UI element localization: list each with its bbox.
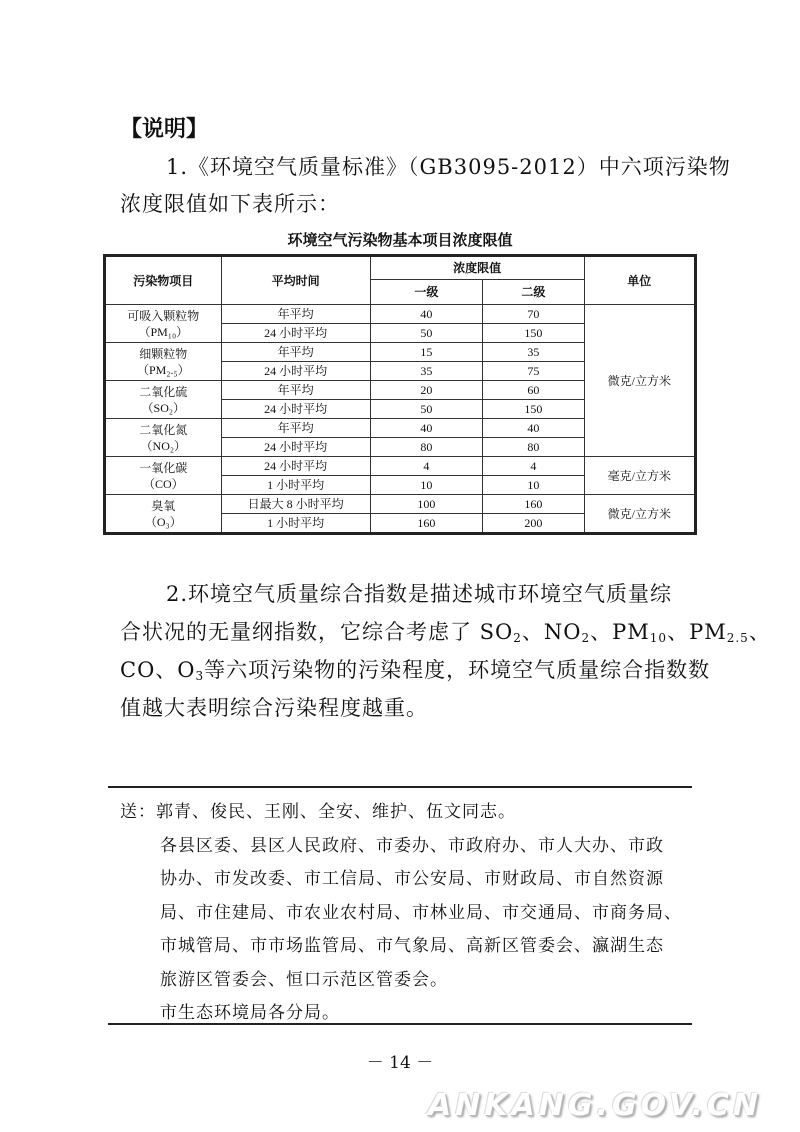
- grade-2-cell: 160: [483, 495, 584, 514]
- grade-1-cell: 15: [370, 343, 482, 362]
- paragraph-2-line-3: [120, 651, 711, 689]
- grade-2-cell: 150: [483, 400, 584, 419]
- avg-time-cell: 24 小时平均: [221, 438, 370, 457]
- distribution-line-7: 市生态环境局各分局。: [160, 1003, 340, 1023]
- distribution-list: [120, 796, 700, 1031]
- paragraph-2-line-2: [120, 613, 771, 651]
- text-run: 、: [748, 620, 771, 644]
- subscript: 3: [195, 669, 205, 683]
- distribution-top-rule: [108, 786, 692, 788]
- section-heading: 【说明】: [120, 117, 209, 142]
- subscript: 10: [649, 631, 668, 645]
- distribution-line-4: 局、市住建局、市农业农村局、市林业局、市交通局、市商务局、: [160, 902, 682, 923]
- pollutant-name: 一氧化碳: [139, 460, 188, 475]
- paragraph-2-line-4: 值越大表明综合污染程度越重。: [120, 696, 428, 720]
- avg-time-cell: 24 小时平均: [221, 457, 370, 476]
- grade-1-cell: 4: [370, 457, 482, 476]
- site-watermark: ANKANG.GOV.CN: [427, 1088, 762, 1123]
- page-number: － 14 －: [366, 1053, 434, 1073]
- pollutant-name: 二氧化硫: [139, 384, 188, 399]
- unit-cell: 微克/立方米: [584, 305, 695, 457]
- pollutant-formula: （PM₁₀）: [138, 324, 189, 339]
- pollutant-cell: [105, 419, 222, 457]
- pollutant-formula: （SO₂）: [141, 400, 186, 415]
- text-run: 、PM: [590, 620, 650, 644]
- avg-time-cell: 24 小时平均: [221, 400, 370, 419]
- table-row: [105, 305, 696, 324]
- pollutant-cell: [105, 457, 222, 495]
- avg-time-cell: 年平均: [221, 343, 370, 362]
- pollutant-formula: （O₃）: [144, 514, 182, 529]
- avg-time-cell: 24 小时平均: [221, 362, 370, 381]
- distribution-line-2: 各县区委、县区人民政府、市委办、市政府办、市人大办、市政: [160, 835, 664, 856]
- grade-1-cell: 20: [370, 381, 482, 400]
- grade-2-cell: 70: [483, 305, 584, 324]
- pollutant-limit-table: [103, 254, 697, 535]
- table-row: [105, 495, 696, 514]
- subscript: 2: [513, 631, 522, 645]
- grade-2-cell: 150: [483, 324, 584, 343]
- avg-time-cell: 日最大 8 小时平均: [221, 495, 370, 514]
- pollutant-formula: （CO）: [142, 476, 184, 491]
- grade-2-cell: 35: [483, 343, 584, 362]
- avg-time-cell: 1 小时平均: [221, 514, 370, 534]
- paragraph-1-line-2: 浓度限值如下表所示：: [120, 192, 340, 216]
- header-unit: 单位: [584, 256, 695, 305]
- avg-time-cell: 1 小时平均: [221, 476, 370, 495]
- pollutant-name: 可吸入颗粒物: [127, 308, 200, 323]
- text-run: 等六项污染物的污染程度，环境空气质量综合指数数: [204, 658, 711, 682]
- pollutant-name: 臭氧: [151, 498, 176, 513]
- table-caption: 环境空气污染物基本项目浓度限值: [287, 231, 513, 249]
- header-limit: 浓度限值: [370, 256, 584, 280]
- header-avg-time: 平均时间: [221, 256, 370, 305]
- paragraph-1-line-1: 1.《环境空气质量标准》（GB3095-2012）中六项污染物: [166, 155, 731, 179]
- grade-2-cell: 75: [483, 362, 584, 381]
- text-run: 、NO: [521, 620, 582, 644]
- grade-1-cell: 35: [370, 362, 482, 381]
- grade-2-cell: 40: [483, 419, 584, 438]
- pollutant-cell: [105, 343, 222, 381]
- text-run: CO、O: [120, 658, 196, 682]
- pollutant-formula: （NO₂）: [140, 438, 187, 453]
- grade-1-cell: 40: [370, 419, 482, 438]
- grade-2-cell: 10: [483, 476, 584, 495]
- pollutant-cell: [105, 495, 222, 534]
- pollutant-name: 二氧化氮: [139, 422, 188, 437]
- avg-time-cell: 年平均: [221, 381, 370, 400]
- paragraph-2-line-1: 2.环境空气质量综合指数是描述城市环境空气质量综: [166, 582, 673, 606]
- text-run: 、PM: [667, 620, 727, 644]
- subscript: 2: [581, 631, 591, 645]
- text-run: 合状况的无量纲指数，它综合考虑了 SO: [120, 620, 514, 644]
- header-grade-1: 一级: [370, 280, 482, 305]
- grade-1-cell: 50: [370, 324, 482, 343]
- avg-time-cell: 年平均: [221, 305, 370, 324]
- avg-time-cell: 年平均: [221, 419, 370, 438]
- unit-cell: 毫克/立方米: [584, 457, 695, 495]
- grade-1-cell: 160: [370, 514, 482, 534]
- table-row: [105, 457, 696, 476]
- header-grade-2: 二级: [483, 280, 584, 305]
- unit-cell: 微克/立方米: [584, 495, 695, 534]
- subscript: 2.5: [726, 631, 749, 645]
- grade-2-cell: 80: [483, 438, 584, 457]
- distribution-line-1: 送：郭青、俊民、王刚、全安、维护、伍文同志。: [120, 802, 516, 822]
- grade-1-cell: 50: [370, 400, 482, 419]
- paragraph-2: [120, 575, 771, 727]
- grade-1-cell: 40: [370, 305, 482, 324]
- pollutant-cell: [105, 381, 222, 419]
- distribution-line-5: 市城管局、市市场监管局、市气象局、高新区管委会、瀛湖生态: [160, 936, 664, 956]
- pollutant-name: 细颗粒物: [139, 346, 188, 361]
- grade-2-cell: 60: [483, 381, 584, 400]
- header-pollutant: 污染物项目: [105, 256, 222, 305]
- pollutant-formula: （PM₂.₅）: [136, 362, 190, 377]
- grade-1-cell: 100: [370, 495, 482, 514]
- avg-time-cell: 24 小时平均: [221, 324, 370, 343]
- distribution-bottom-rule: [108, 1023, 692, 1025]
- distribution-line-3: 协办、市发改委、市工信局、市公安局、市财政局、市自然资源: [160, 869, 664, 889]
- grade-1-cell: 80: [370, 438, 482, 457]
- grade-2-cell: 4: [483, 457, 584, 476]
- pollutant-cell: [105, 305, 222, 343]
- distribution-line-6: 旅游区管委会、恒口示范区管委会。: [160, 969, 448, 990]
- grade-1-cell: 10: [370, 476, 482, 495]
- grade-2-cell: 200: [483, 514, 584, 534]
